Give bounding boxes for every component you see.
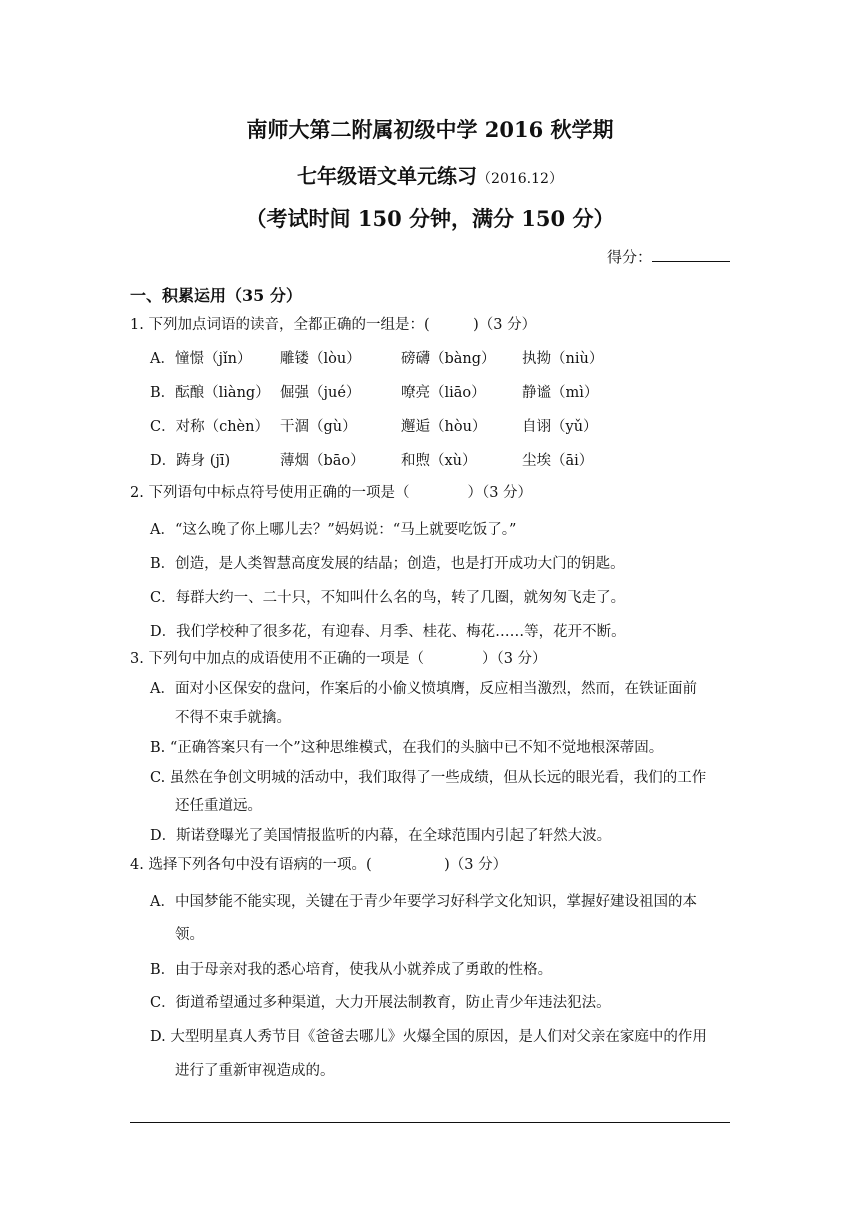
q4-option-a-cont: 领。: [175, 927, 204, 943]
question-1-stem: 1. 下列加点词语的读音，全都正确的一组是：( )（3 分）: [130, 317, 537, 333]
q1-d-word4: 尘埃（āi）: [522, 453, 594, 469]
question-4-stem: 4. 选择下列各句中没有语病的一项。( )（3 分）: [130, 857, 508, 873]
q4-option-a: A．中国梦能不能实现，关键在于青少年要学习好科学文化知识，掌握好建设祖国的本: [150, 894, 697, 910]
q3-option-a: A．面对小区保安的盘问，作案后的小偷义愤填膺，反应相当激烈，然而，在铁证面前: [150, 681, 697, 697]
q3-option-d: D．斯诺登曝光了美国情报监听的内幕，在全球范围内引起了轩然大波。: [150, 828, 612, 844]
score-blank[interactable]: [652, 247, 730, 262]
q2-option-b: B．创造，是人类智慧高度发展的结晶；创造，也是打开成功大门的钥匙。: [150, 556, 625, 572]
q1-a-word1: A．憧憬（jǐn）: [150, 351, 252, 367]
q1-a-word2: 雕镂（lòu）: [280, 351, 361, 367]
q4-option-d: D. 大型明星真人秀节目《爸爸去哪儿》火爆全国的原因，是人们对父亲在家庭中的作用: [150, 1029, 707, 1045]
q1-b-word1: B．酝酿（liàng）: [150, 385, 270, 401]
exam-date: （2016.12）: [477, 171, 563, 187]
q1-b-word4: 静谧（mì）: [522, 385, 599, 401]
q1-option-row: [150, 381, 652, 402]
score-label: 得分：: [606, 248, 652, 266]
q4-option-b: B．由于母亲对我的悉心培育，使我从小就养成了勇敢的性格。: [150, 962, 553, 978]
score-field: [607, 246, 730, 267]
q2-option-a: A．“这么晚了你上哪儿去？”妈妈说：“马上就要吃饭了。”: [150, 522, 517, 538]
q1-option-row: [150, 449, 652, 470]
q1-a-word3: 磅礴（bàng）: [401, 351, 496, 367]
q1-d-word2: 薄烟（bāo）: [280, 453, 365, 469]
q2-option-d: D．我们学校种了很多花，有迎春、月季、桂花、梅花……等，花开不断。: [150, 624, 626, 640]
q1-a-word4: 执拗（niù）: [522, 351, 604, 367]
section-heading: 一、积累运用（35 分）: [130, 286, 302, 305]
exam-title-text: 七年级语文单元练习: [297, 164, 478, 188]
q1-d-word1: D．踌身 (jī): [150, 453, 231, 469]
q1-c-word4: 自诩（yǔ）: [522, 419, 598, 435]
q1-b-word2: 倔强（jué）: [280, 385, 361, 401]
q3-option-b: B. “正确答案只有一个”这种思维模式，在我们的头脑中已不知不觉地根深蒂固。: [150, 740, 664, 756]
q3-option-a-cont: 不得不束手就擒。: [175, 710, 291, 726]
footer-rule: [130, 1122, 730, 1123]
school-title: 南师大第二附属初级中学 2016 秋学期: [246, 117, 614, 142]
q1-c-word2: 干涸（gù）: [280, 419, 357, 435]
q3-option-c-cont: 还任重道远。: [175, 798, 262, 814]
exam-title: [0, 160, 860, 189]
q4-option-c: C．街道希望通过多种渠道，大力开展法制教育，防止青少年违法犯法。: [150, 995, 611, 1011]
exam-info: （考试时间 150 分钟，满分 150 分）: [245, 206, 615, 231]
q4-option-d-cont: 进行了重新审视造成的。: [175, 1063, 335, 1079]
q1-b-word3: 嘹亮（liāo）: [401, 385, 486, 401]
q2-option-c: C．每群大约一、二十只，不知叫什么名的鸟，转了几圈，就匆匆飞走了。: [150, 590, 626, 606]
q1-d-word3: 和煦（xù）: [401, 453, 477, 469]
q1-option-row: [150, 415, 652, 436]
q1-c-word3: 邂逅（hòu）: [401, 419, 487, 435]
q1-option-row: [150, 347, 652, 368]
q3-option-c: C. 虽然在争创文明城的活动中，我们取得了一些成绩，但从长远的眼光看，我们的工作: [150, 770, 707, 786]
question-3-stem: 3. 下列句中加点的成语使用不正确的一项是（ ）（3 分）: [130, 651, 547, 667]
question-2-stem: 2. 下列语句中标点符号使用正确的一项是（ ）（3 分）: [130, 485, 533, 501]
q1-c-word1: C．对称（chèn）: [150, 419, 269, 435]
